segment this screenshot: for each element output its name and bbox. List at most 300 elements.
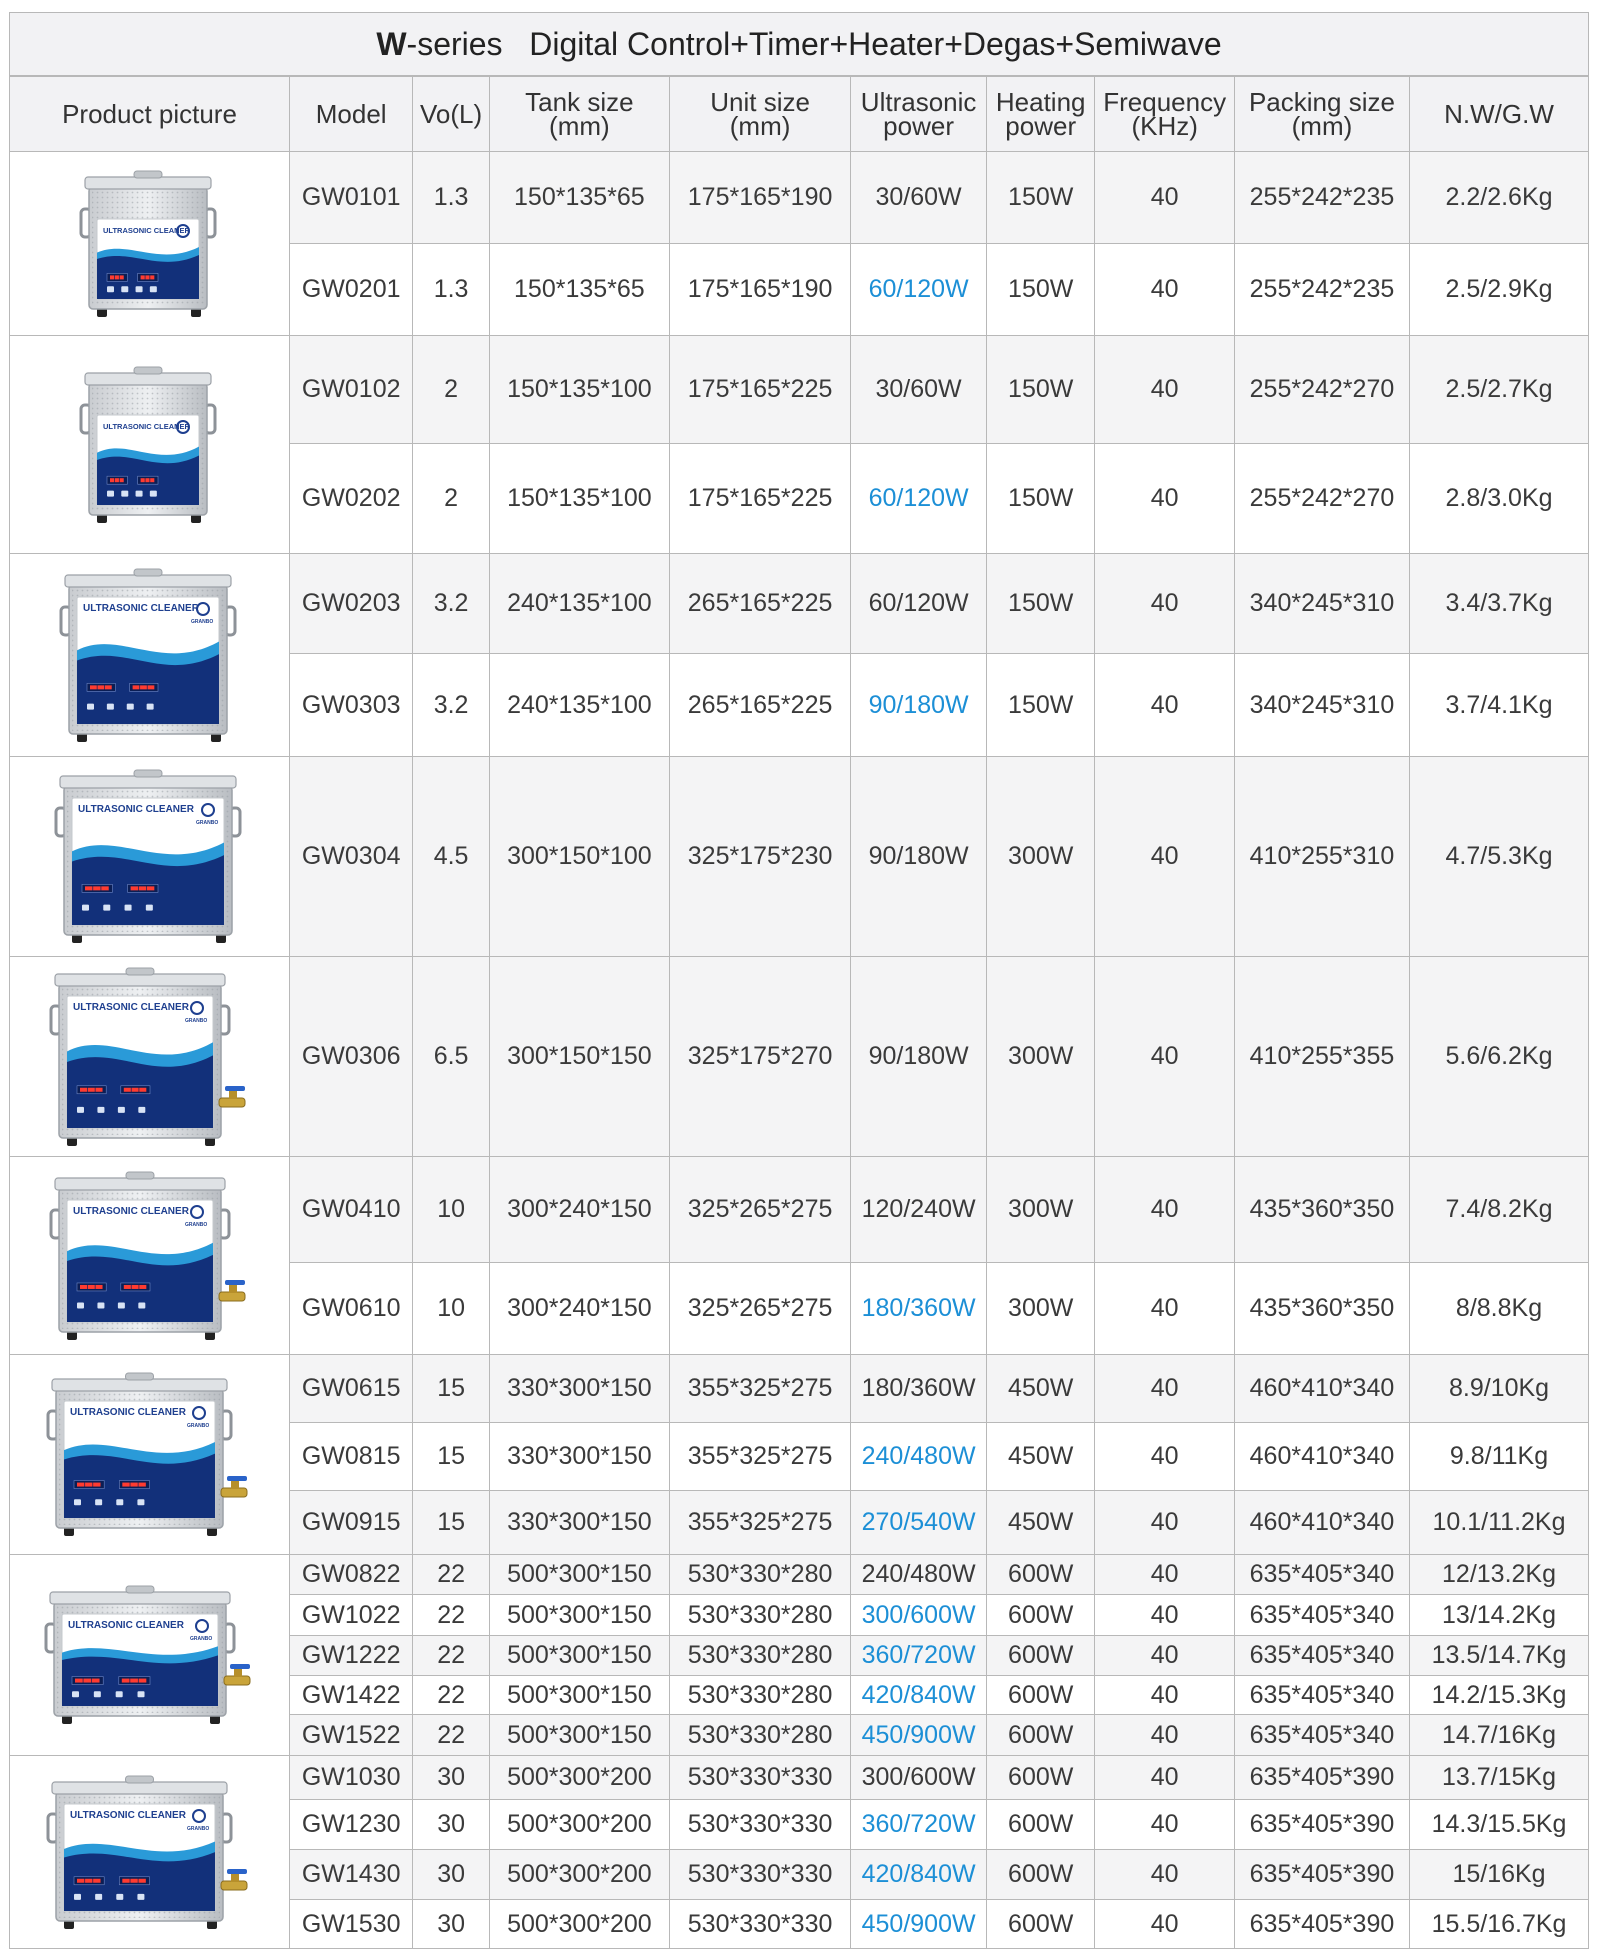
weight-cell: 8/8.8Kg	[1410, 1263, 1589, 1355]
ultrasonic-power-cell: 90/180W	[851, 957, 987, 1157]
frequency-cell: 40	[1095, 554, 1234, 654]
control-button	[117, 1302, 124, 1308]
volume-cell: 3.2	[413, 654, 489, 757]
ultrasonic-power-cell: 60/120W	[851, 444, 987, 554]
unit-size-cell: 355*325*275	[669, 1355, 850, 1423]
volume-cell: 2	[413, 444, 489, 554]
heating-power-cell: 600W	[986, 1850, 1095, 1900]
weight-cell: 12/13.2Kg	[1410, 1555, 1589, 1595]
control-button	[149, 490, 156, 496]
weight-cell: 13/14.2Kg	[1410, 1595, 1589, 1636]
ultrasonic-cleaner-picture	[55, 563, 245, 748]
unit-size-cell: 325*175*270	[669, 957, 850, 1157]
control-button	[145, 905, 152, 911]
unit-size-cell: 355*325*275	[669, 1423, 850, 1491]
model-cell: GW1530	[290, 1900, 413, 1949]
unit-size-cell: 175*165*225	[669, 336, 850, 444]
weight-cell: 15/16Kg	[1410, 1850, 1589, 1900]
frequency-cell: 40	[1095, 444, 1234, 554]
unit-size-cell: 325*265*275	[669, 1263, 850, 1355]
unit-size-cell: 325*175*230	[669, 757, 850, 957]
unit-size-cell: 530*330*280	[669, 1676, 850, 1715]
model-cell: GW0822	[290, 1555, 413, 1595]
model-cell: GW0203	[290, 554, 413, 654]
device-label-text: ULTRASONIC CLEANER	[82, 602, 199, 614]
tank-size-cell: 500*300*150	[489, 1636, 669, 1676]
packing-size-cell: 635*405*390	[1234, 1800, 1409, 1850]
unit-size-cell: 530*330*280	[669, 1555, 850, 1595]
ultrasonic-power-cell: 120/240W	[851, 1157, 987, 1263]
ultrasonic-power-cell: 450/900W	[851, 1715, 987, 1756]
valve-lever	[225, 1280, 245, 1285]
table-row	[10, 1555, 1589, 1595]
frequency-cell: 40	[1095, 957, 1234, 1157]
tank-size-cell: 150*135*100	[489, 444, 669, 554]
volume-cell: 15	[413, 1355, 489, 1423]
ultrasonic-cleaner-picture	[42, 1367, 257, 1542]
tank-size-cell: 240*135*100	[489, 554, 669, 654]
spec-table	[9, 76, 1589, 1949]
volume-cell: 10	[413, 1157, 489, 1263]
device-label-text: ULTRASONIC CLEANER	[72, 1205, 189, 1217]
table-row	[10, 336, 1589, 444]
model-cell: GW1022	[290, 1595, 413, 1636]
control-button	[115, 1691, 122, 1697]
packing-size-cell: 635*405*340	[1234, 1555, 1409, 1595]
weight-cell: 2.8/3.0Kg	[1410, 444, 1589, 554]
packing-size-cell: 635*405*390	[1234, 1756, 1409, 1800]
unit-size-cell: 530*330*280	[669, 1715, 850, 1756]
model-cell: GW0201	[290, 244, 413, 336]
frequency-cell: 40	[1095, 1595, 1234, 1636]
heating-power-cell: 150W	[986, 554, 1095, 654]
drain-valve	[221, 1881, 247, 1890]
control-button	[135, 490, 142, 496]
volume-cell: 4.5	[413, 757, 489, 957]
unit-size-cell: 530*330*330	[669, 1900, 850, 1949]
heating-power-cell: 450W	[986, 1355, 1095, 1423]
model-cell: GW0610	[290, 1263, 413, 1355]
valve-lever	[230, 1664, 250, 1669]
model-cell: GW0615	[290, 1355, 413, 1423]
valve-lever	[227, 1476, 247, 1481]
frequency-cell: 40	[1095, 1636, 1234, 1676]
packing-size-cell: 255*242*235	[1234, 152, 1409, 244]
control-button	[74, 1499, 81, 1505]
control-button	[135, 286, 142, 292]
control-button	[121, 286, 128, 292]
control-button	[77, 1302, 84, 1308]
packing-size-cell: 255*242*270	[1234, 336, 1409, 444]
frequency-cell: 40	[1095, 1555, 1234, 1595]
ultrasonic-power-cell: 300/600W	[851, 1756, 987, 1800]
frequency-cell: 40	[1095, 336, 1234, 444]
frequency-cell: 40	[1095, 1715, 1234, 1756]
packing-size-cell: 410*255*355	[1234, 957, 1409, 1157]
ultrasonic-power-cell: 180/360W	[851, 1263, 987, 1355]
control-button	[124, 905, 131, 911]
control-button	[87, 703, 94, 709]
packing-size-cell: 460*410*340	[1234, 1491, 1409, 1555]
packing-size-cell: 340*245*310	[1234, 554, 1409, 654]
unit-size-cell: 325*265*275	[669, 1157, 850, 1263]
unit-size-cell: 265*165*225	[669, 554, 850, 654]
device-label-text: ULTRASONIC CLEANER	[77, 804, 194, 815]
header-row	[10, 77, 1589, 152]
frequency-cell: 40	[1095, 1355, 1234, 1423]
weight-cell: 2.2/2.6Kg	[1410, 152, 1589, 244]
frequency-cell: 40	[1095, 1263, 1234, 1355]
product-picture-cell	[10, 957, 290, 1157]
frequency-cell: 40	[1095, 1756, 1234, 1800]
control-button	[72, 1691, 79, 1697]
tank-size-cell: 300*240*150	[489, 1263, 669, 1355]
model-cell: GW0101	[290, 152, 413, 244]
weight-cell: 13.7/15Kg	[1410, 1756, 1589, 1800]
weight-cell: 15.5/16.7Kg	[1410, 1900, 1589, 1949]
weight-cell: 14.2/15.3Kg	[1410, 1676, 1589, 1715]
unit-size-cell: 530*330*280	[669, 1595, 850, 1636]
product-picture-cell	[10, 1157, 290, 1355]
ultrasonic-power-cell: 60/120W	[851, 244, 987, 336]
control-button	[97, 1302, 104, 1308]
header-frequency: Frequency (KHz)	[1095, 77, 1234, 152]
packing-size-cell: 435*360*350	[1234, 1263, 1409, 1355]
weight-cell: 2.5/2.7Kg	[1410, 336, 1589, 444]
ultrasonic-power-cell: 30/60W	[851, 336, 987, 444]
weight-cell: 13.5/14.7Kg	[1410, 1636, 1589, 1676]
lid	[55, 1178, 225, 1190]
product-picture-cell	[10, 554, 290, 757]
frequency-cell: 40	[1095, 1157, 1234, 1263]
model-cell: GW1422	[290, 1676, 413, 1715]
control-button	[97, 1106, 104, 1112]
table-row	[10, 1355, 1589, 1423]
lid	[85, 373, 211, 385]
packing-size-cell: 340*245*310	[1234, 654, 1409, 757]
volume-cell: 22	[413, 1595, 489, 1636]
control-button	[137, 1893, 144, 1899]
valve-lever	[227, 1869, 247, 1874]
model-cell: GW0303	[290, 654, 413, 757]
tank-size-cell: 300*150*150	[489, 957, 669, 1157]
control-button	[117, 1106, 124, 1112]
drain-valve	[219, 1098, 245, 1107]
ultrasonic-cleaner-picture	[50, 764, 250, 949]
ultrasonic-power-cell: 60/120W	[851, 554, 987, 654]
ultrasonic-cleaner-picture	[45, 962, 255, 1152]
control-button	[126, 703, 133, 709]
heating-power-cell: 150W	[986, 654, 1095, 757]
header-heating-power: Heating power	[986, 77, 1095, 152]
tank-size-cell: 330*300*150	[489, 1491, 669, 1555]
packing-size-cell: 410*255*310	[1234, 757, 1409, 957]
model-cell: GW0202	[290, 444, 413, 554]
lid	[52, 1379, 227, 1391]
heating-power-cell: 600W	[986, 1800, 1095, 1850]
tank-size-cell: 500*300*150	[489, 1555, 669, 1595]
unit-size-cell: 530*330*280	[669, 1636, 850, 1676]
frequency-cell: 40	[1095, 654, 1234, 757]
product-picture-cell	[10, 1756, 290, 1949]
table-row	[10, 1756, 1589, 1800]
weight-cell: 9.8/11Kg	[1410, 1423, 1589, 1491]
table-row	[10, 554, 1589, 654]
weight-cell: 10.1/11.2Kg	[1410, 1491, 1589, 1555]
model-cell: GW0815	[290, 1423, 413, 1491]
valve-lever	[225, 1086, 245, 1091]
weight-cell: 3.4/3.7Kg	[1410, 554, 1589, 654]
header-packing-size: Packing size (mm)	[1234, 77, 1409, 152]
page-title	[9, 12, 1589, 76]
ultrasonic-power-cell: 360/720W	[851, 1800, 987, 1850]
weight-cell: 14.3/15.5Kg	[1410, 1800, 1589, 1850]
heating-power-cell: 450W	[986, 1491, 1095, 1555]
heating-power-cell: 150W	[986, 152, 1095, 244]
control-button	[82, 905, 89, 911]
heating-power-cell: 300W	[986, 1157, 1095, 1263]
tank-size-cell: 150*135*100	[489, 336, 669, 444]
control-button	[93, 1691, 100, 1697]
ultrasonic-power-cell: 360/720W	[851, 1636, 987, 1676]
control-button	[121, 490, 128, 496]
volume-cell: 30	[413, 1850, 489, 1900]
volume-cell: 22	[413, 1676, 489, 1715]
ultrasonic-cleaner-picture	[45, 1166, 255, 1346]
device-label-text: ULTRASONIC CLEANER	[102, 225, 190, 235]
heating-power-cell: 150W	[986, 244, 1095, 336]
product-picture-cell	[10, 1555, 290, 1756]
frequency-cell: 40	[1095, 757, 1234, 957]
lid	[50, 1592, 230, 1604]
heating-power-cell: 300W	[986, 1263, 1095, 1355]
model-cell: GW1230	[290, 1800, 413, 1850]
ultrasonic-power-cell: 30/60W	[851, 152, 987, 244]
control-button	[137, 1499, 144, 1505]
lid	[65, 575, 231, 587]
drain-valve	[219, 1292, 245, 1301]
packing-size-cell: 635*405*340	[1234, 1676, 1409, 1715]
packing-size-cell: 460*410*340	[1234, 1423, 1409, 1491]
packing-size-cell: 635*405*390	[1234, 1850, 1409, 1900]
frequency-cell: 40	[1095, 1800, 1234, 1850]
heating-power-cell: 600W	[986, 1676, 1095, 1715]
heating-power-cell: 450W	[986, 1423, 1095, 1491]
weight-cell: 14.7/16Kg	[1410, 1715, 1589, 1756]
frequency-cell: 40	[1095, 1423, 1234, 1491]
packing-size-cell: 435*360*350	[1234, 1157, 1409, 1263]
tank-size-cell: 500*300*150	[489, 1595, 669, 1636]
header-unit-size: Unit size (mm)	[669, 77, 850, 152]
lid	[52, 1782, 227, 1794]
ultrasonic-power-cell: 240/480W	[851, 1423, 987, 1491]
product-picture-cell	[10, 336, 290, 554]
lid	[85, 177, 211, 189]
brand-label-text: GRANBO	[189, 1636, 212, 1642]
ultrasonic-power-cell: 420/840W	[851, 1850, 987, 1900]
weight-cell: 4.7/5.3Kg	[1410, 757, 1589, 957]
ultrasonic-cleaner-picture	[75, 361, 225, 529]
heating-power-cell: 300W	[986, 757, 1095, 957]
packing-size-cell: 635*405*390	[1234, 1900, 1409, 1949]
frequency-cell: 40	[1095, 1676, 1234, 1715]
tank-size-cell: 500*300*150	[489, 1676, 669, 1715]
frequency-cell: 40	[1095, 244, 1234, 336]
title-series-letter: W	[376, 25, 407, 62]
table-row	[10, 1157, 1589, 1263]
unit-size-cell: 265*165*225	[669, 654, 850, 757]
header-weight: N.W/G.W	[1410, 77, 1589, 152]
volume-cell: 15	[413, 1491, 489, 1555]
tank-size-cell: 500*300*200	[489, 1850, 669, 1900]
brand-label-text: GRANBO	[184, 1017, 207, 1024]
tank-size-cell: 300*240*150	[489, 1157, 669, 1263]
heating-power-cell: 150W	[986, 336, 1095, 444]
volume-cell: 22	[413, 1555, 489, 1595]
volume-cell: 3.2	[413, 554, 489, 654]
lid	[60, 776, 236, 788]
volume-cell: 22	[413, 1715, 489, 1756]
control-button	[116, 1893, 123, 1899]
product-picture-cell	[10, 757, 290, 957]
tank-size-cell: 300*150*100	[489, 757, 669, 957]
heating-power-cell: 600W	[986, 1595, 1095, 1636]
tank-size-cell: 150*135*65	[489, 152, 669, 244]
ultrasonic-cleaner-picture	[40, 1580, 260, 1730]
volume-cell: 1.3	[413, 152, 489, 244]
model-cell: GW1222	[290, 1636, 413, 1676]
control-button	[95, 1893, 102, 1899]
control-button	[138, 1302, 145, 1308]
weight-cell: 5.6/6.2Kg	[1410, 957, 1589, 1157]
header-ultrasonic-power: Ultrasonic power	[851, 77, 987, 152]
model-cell: GW1030	[290, 1756, 413, 1800]
unit-size-cell: 530*330*330	[669, 1756, 850, 1800]
unit-size-cell: 175*165*190	[669, 152, 850, 244]
packing-size-cell: 635*405*340	[1234, 1595, 1409, 1636]
volume-cell: 6.5	[413, 957, 489, 1157]
lid	[55, 974, 225, 986]
weight-cell: 8.9/10Kg	[1410, 1355, 1589, 1423]
frequency-cell: 40	[1095, 1900, 1234, 1949]
device-label-text: ULTRASONIC CLEANER	[67, 1620, 184, 1631]
tank-size-cell: 500*300*200	[489, 1900, 669, 1949]
control-button	[137, 1691, 144, 1697]
drain-valve	[224, 1676, 250, 1685]
control-button	[146, 703, 153, 709]
product-picture-cell	[10, 1355, 290, 1555]
weight-cell: 2.5/2.9Kg	[1410, 244, 1589, 336]
volume-cell: 15	[413, 1423, 489, 1491]
heating-power-cell: 150W	[986, 444, 1095, 554]
model-cell: GW0915	[290, 1491, 413, 1555]
brand-label-text: GRANBO	[187, 1423, 210, 1429]
table-row	[10, 152, 1589, 244]
model-cell: GW0102	[290, 336, 413, 444]
product-picture-cell	[10, 152, 290, 336]
ultrasonic-cleaner-picture	[42, 1770, 257, 1935]
tank-size-cell: 150*135*65	[489, 244, 669, 336]
heating-power-cell: 600W	[986, 1555, 1095, 1595]
packing-size-cell: 255*242*270	[1234, 444, 1409, 554]
ultrasonic-power-cell: 90/180W	[851, 654, 987, 757]
frequency-cell: 40	[1095, 152, 1234, 244]
control-button	[106, 703, 113, 709]
frequency-cell: 40	[1095, 1850, 1234, 1900]
header-model: Model	[290, 77, 413, 152]
control-button	[149, 286, 156, 292]
brand-label-text: GRANBO	[195, 820, 218, 826]
model-cell: GW0304	[290, 757, 413, 957]
ultrasonic-power-cell: 450/900W	[851, 1900, 987, 1949]
ultrasonic-power-cell: 270/540W	[851, 1491, 987, 1555]
spec-table-body	[10, 152, 1589, 1949]
tank-size-cell: 330*300*150	[489, 1423, 669, 1491]
brand-label-text: GRANBO	[184, 1221, 207, 1228]
drain-valve	[221, 1488, 247, 1497]
device-label-text: ULTRASONIC CLEANER	[70, 1809, 186, 1821]
packing-size-cell: 635*405*340	[1234, 1715, 1409, 1756]
unit-size-cell: 175*165*225	[669, 444, 850, 554]
unit-size-cell: 530*330*330	[669, 1850, 850, 1900]
ultrasonic-power-cell: 300/600W	[851, 1595, 987, 1636]
model-cell: GW1522	[290, 1715, 413, 1756]
control-button	[103, 905, 110, 911]
control-button	[138, 1106, 145, 1112]
control-button	[107, 286, 114, 292]
unit-size-cell: 355*325*275	[669, 1491, 850, 1555]
heating-power-cell: 600W	[986, 1900, 1095, 1949]
volume-cell: 30	[413, 1756, 489, 1800]
tank-size-cell: 330*300*150	[489, 1355, 669, 1423]
header-product-picture: Product picture	[10, 77, 290, 152]
volume-cell: 2	[413, 336, 489, 444]
unit-size-cell: 175*165*190	[669, 244, 850, 336]
ultrasonic-cleaner-picture	[75, 165, 225, 323]
title-text: -series Digital Control+Timer+Heater+Degas+Semiwave	[406, 25, 1222, 62]
heating-power-cell: 600W	[986, 1756, 1095, 1800]
volume-cell: 1.3	[413, 244, 489, 336]
control-button	[107, 490, 114, 496]
ultrasonic-power-cell: 240/480W	[851, 1555, 987, 1595]
control-button	[77, 1106, 84, 1112]
volume-cell: 10	[413, 1263, 489, 1355]
table-row	[10, 757, 1589, 957]
volume-cell: 22	[413, 1636, 489, 1676]
control-button	[116, 1499, 123, 1505]
control-button	[95, 1499, 102, 1505]
weight-cell: 3.7/4.1Kg	[1410, 654, 1589, 757]
device-label-text: ULTRASONIC CLEANER	[72, 1001, 189, 1013]
brand-label-text: GRANBO	[190, 618, 213, 625]
control-button	[74, 1893, 81, 1899]
ultrasonic-power-cell: 90/180W	[851, 757, 987, 957]
brand-label-text: GRANBO	[187, 1825, 210, 1832]
packing-size-cell: 635*405*340	[1234, 1636, 1409, 1676]
table-row	[10, 957, 1589, 1157]
frequency-cell: 40	[1095, 1491, 1234, 1555]
tank-size-cell: 500*300*200	[489, 1756, 669, 1800]
heating-power-cell: 600W	[986, 1715, 1095, 1756]
tank-size-cell: 500*300*150	[489, 1715, 669, 1756]
model-cell: GW1430	[290, 1850, 413, 1900]
model-cell: GW0410	[290, 1157, 413, 1263]
packing-size-cell: 255*242*235	[1234, 244, 1409, 336]
heating-power-cell: 300W	[986, 957, 1095, 1157]
unit-size-cell: 530*330*330	[669, 1800, 850, 1850]
volume-cell: 30	[413, 1900, 489, 1949]
heating-power-cell: 600W	[986, 1636, 1095, 1676]
